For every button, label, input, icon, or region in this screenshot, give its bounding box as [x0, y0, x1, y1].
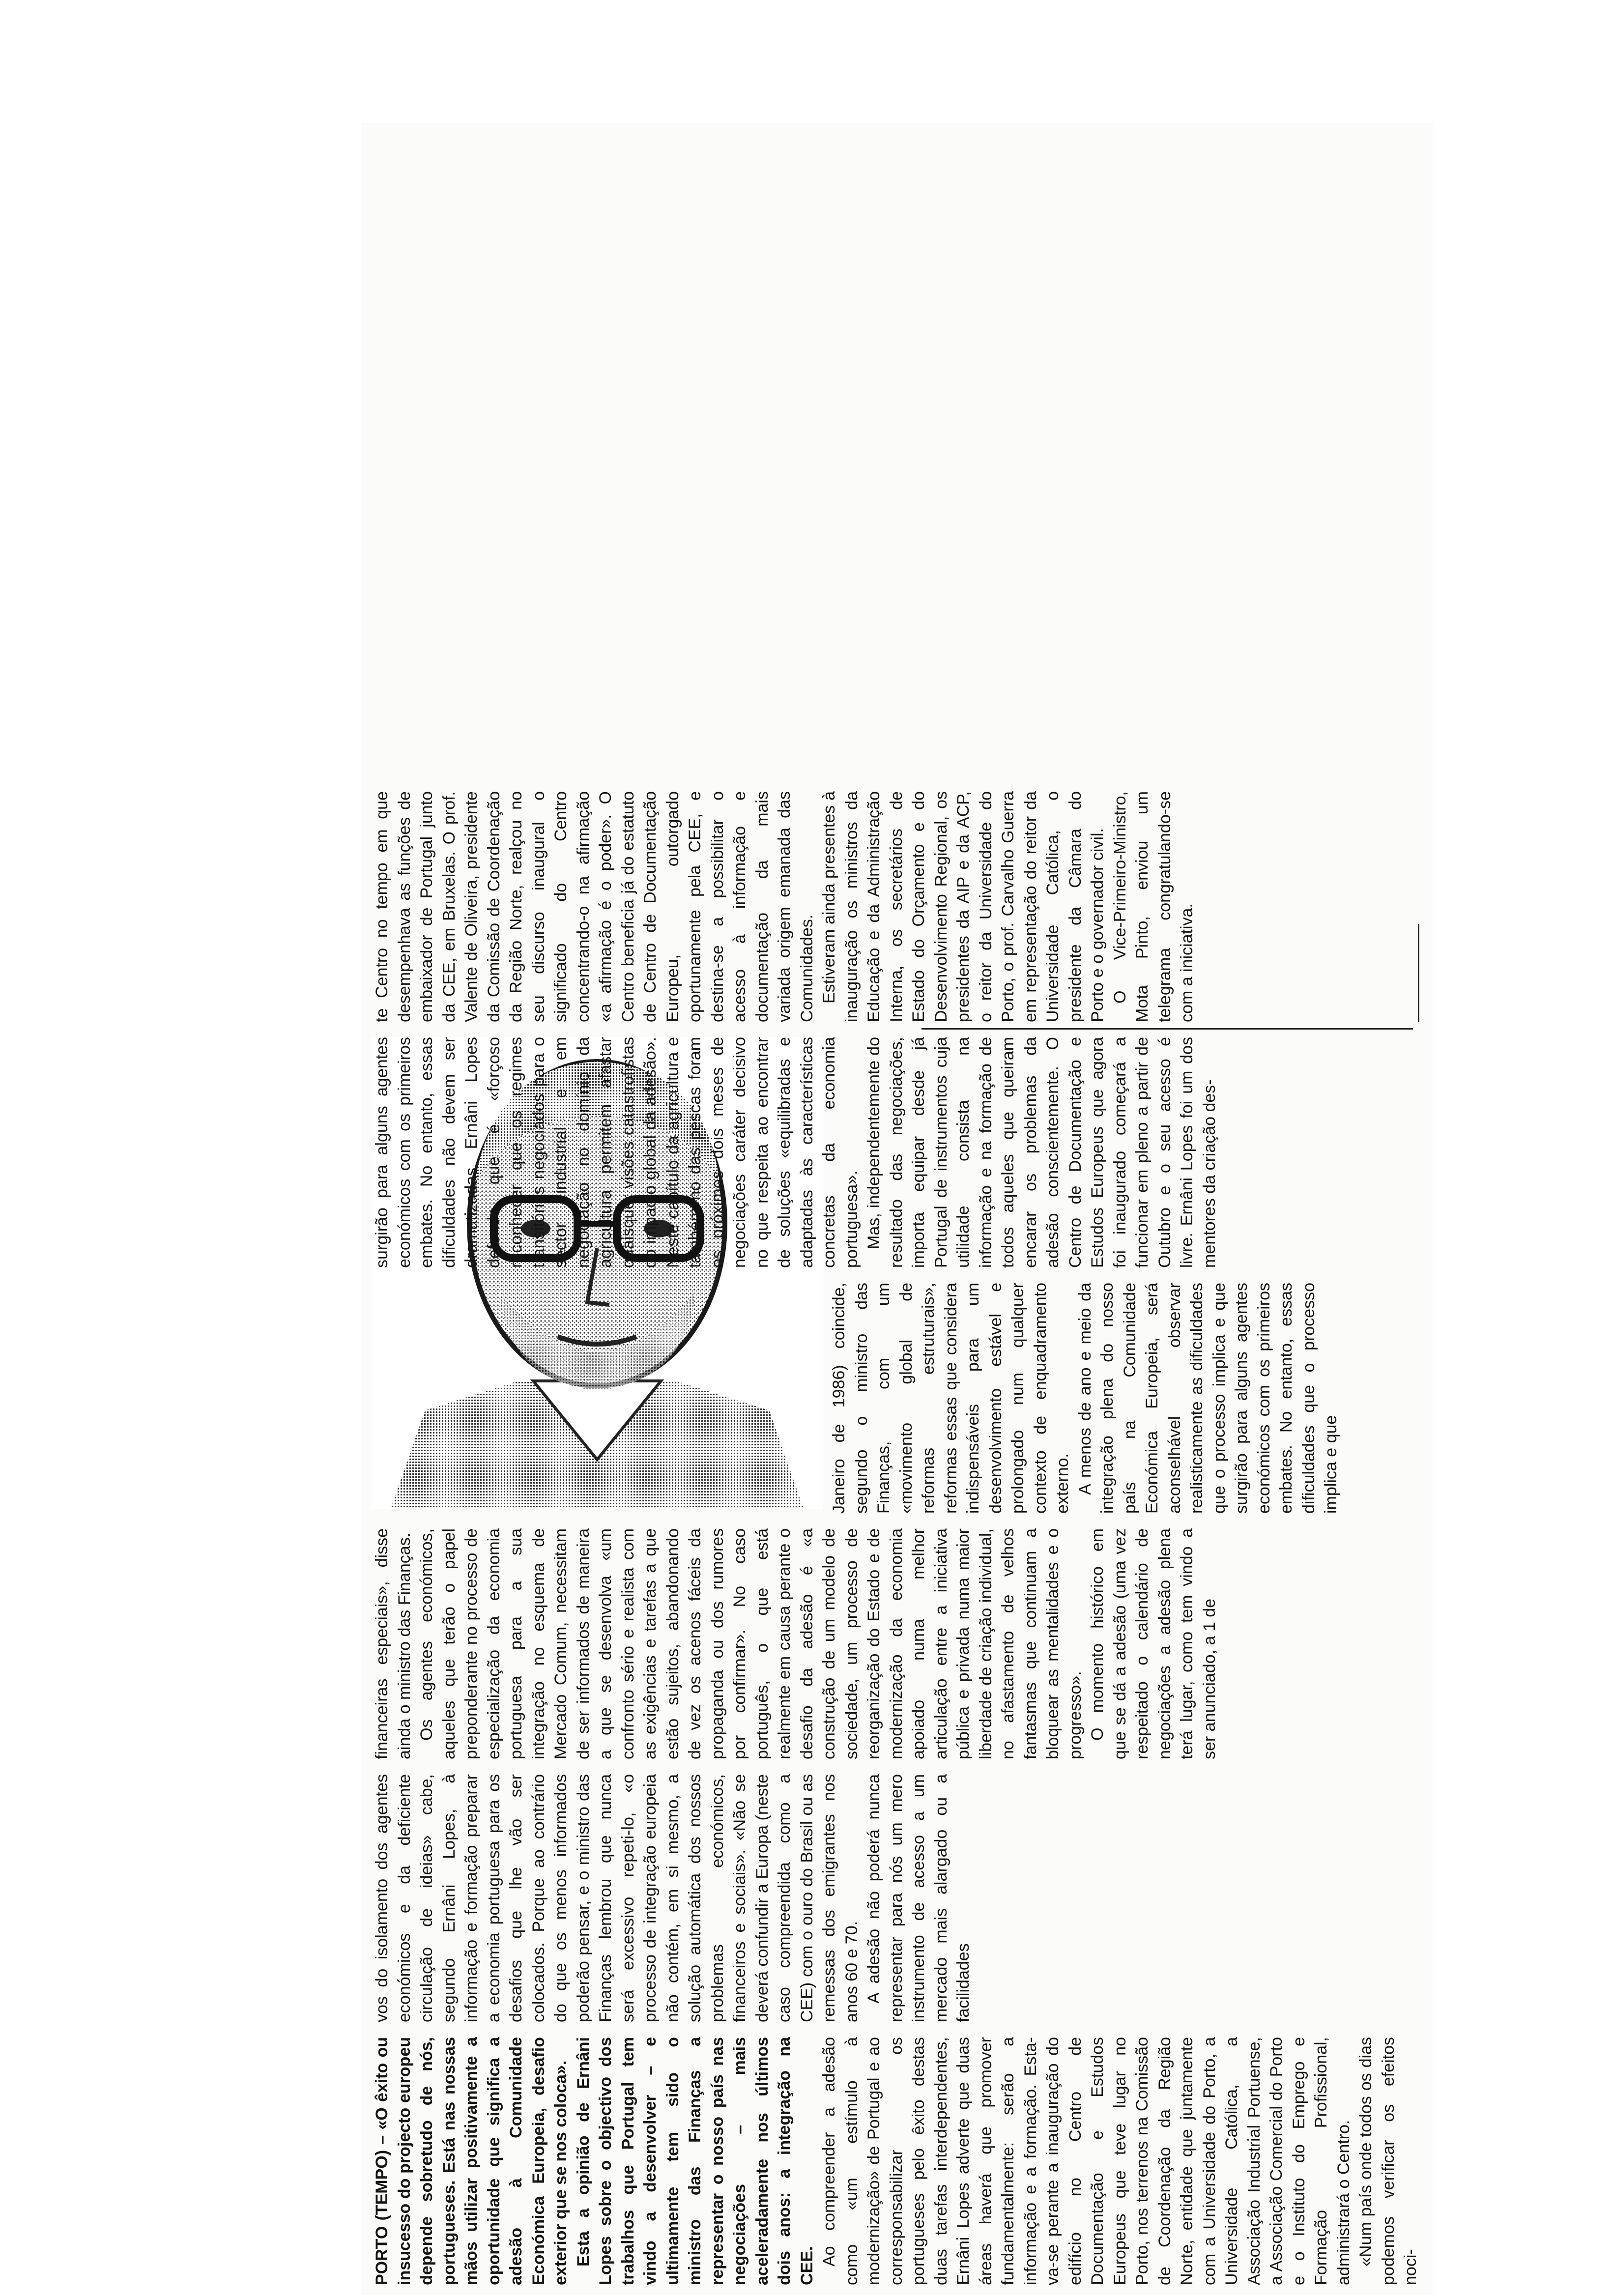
article-paragraph: O momento histórico em que se dá a adesão (uma vez respeitado o calendário de negociações a adesão plena terá lugar, como tem vindo a ser anunciado, a 1 de — [1088, 1528, 1219, 1759]
article-paragraph: A menos de ano e meio da integração plena do nosso país na Comunidade Económica Europeia, será aconselhável observar realisticamente as dificuldades que o processo implica e que surgirão para alguns agentes económicos com os primeiros embates. No entanto, essas dificuldades que o processo implica e que — [1075, 1283, 1340, 1514]
article-column-5 — [371, 1037, 1423, 1268]
newspaper-clipping — [361, 123, 1433, 2295]
article-column-6 — [371, 791, 1423, 1022]
article-paragraph: te Centro no tempo em que desempenhava as funções de embaixador de Portugal junto da CEE, em Bruxelas. O prof. Valente de Oliveira, presidente da Comissão de Coordenação da Região Norte, realçou no seu discurso inaugural o significado do Centro concentrando-o na afirmação «a afirmação é o poder». O Centro beneficia já do estatuto de Centro de Documentação Europeu, outorgado oportunamente pela CEE, e destina-se a possibilitar o acesso à informação e documentação da mais variada origem emanada das Comunidades. — [373, 791, 816, 1022]
end-rule — [1418, 924, 1419, 1022]
article-paragraph: O Vice-Primeiro-Ministro, Mota Pinto, enviou um telegrama congratulando-se com a iniciativa. — [1110, 791, 1196, 1022]
article-column-2 — [371, 1774, 1423, 2022]
article-lead-intro: PORTO (TEMPO) – «O êxito ou insucesso do projecto europeu depende sobretudo de nós, portugueses. Está nas nossas mãos utilizar positivamente a oportunidade que significa a adesão à Comunidade Económica Europeia, desafio exterior que se nos coloca». — [373, 2037, 570, 2285]
article-column-1 — [371, 2037, 1423, 2285]
article-paragraph: vos do isolamento dos agentes económicos e da deficiente circulação de ideias» cabe, segundo Ernâni Lopes, à informação e formação preparar a economia portuguesa para os desafios que lhe vão ser colocados. Porque ao contrário do que os menos informados poderão pensar, e o ministro das Finanças lembrou que nunca será excessivo repeti-lo, «o processo de integração europeia não contém, em si mesmo, a solução automática dos nossos problemas económicos, financeiros e sociais». «Não se deverá confundir a Europa (neste caso compreendida como a CEE) com o ouro do Brasil ou as remessas dos emigrantes nos anos 60 e 70. — [373, 1774, 861, 2022]
article-paragraph: Mas, independentemente do resultado das negociações, importa equipar desde já Portugal de instrumentos cuja utilidade consista na informação e na formação de todos aqueles que queiram encarar os problemas da adesão conscientemente. O Centro de Documentação e Estudos Europeus que agora foi inaugurado começará a funcionar em pleno a partir de Outubro e o seu acesso é livre. Ernâni Lopes foi um dos mentores da criação des- — [864, 1037, 1219, 1268]
article-paragraph: financeiras especiais», disse ainda o ministro das Finanças. — [373, 1528, 414, 1759]
article-paragraph: «Num país onde todos os dias podemos verificar os efeitos noci- — [1356, 2037, 1420, 2285]
article-paragraph: Janeiro de 1986) coincide, segundo o ministro das Finanças, com um «movimento global de reformas estruturais», reformas essas que considera indispensáveis para um desenvolvimento estável e prolongado num qualquer contexto de enquadramento externo. — [830, 1283, 1072, 1514]
column-rule — [921, 1028, 1413, 1030]
article-paragraph: Estiveram ainda presentes à inauguração os ministros da Educação e da Administração Interna, os secretários de Estado do Orçamento e do Desenvolvimento Regional, os presidentes da AIP e da ACP, o reitor da Universidade do Porto, o prof. Carvalho Guerra em representação do reitor da Universidade Católica, o presidente da Câmara do Porto e o governador civil. — [820, 791, 1107, 1022]
article-column-4 — [828, 1283, 1413, 1514]
article-column-3 — [371, 1528, 1423, 1759]
article-lead-second: Esta a opinião de Ernâni Lopes sobre o objectivo dos trabalhos que Portugal tem vindo a desenvolver – e ultimamente tem sido o ministro das Finanças a representar o nosso país nas negociações – mais aceleradamente nos últimos dois anos: a integração na CEE. — [574, 2037, 816, 2285]
article-paragraph: A adesão não poderá nunca representar para nós um mero instrumento de acesso a um mercado mais alargado ou a facilidades — [864, 1774, 973, 2022]
article-paragraph: surgirão para alguns agentes económicos com os primeiros embates. No entanto, essas dificuldades não devem ser dramatizadas Ernâni Lopes defende que é «forçoso reconhecer que os regimes transitórios negociados para o sector industrial e em negociação no domínio da agricultura permitem afastar quaisquer visões catastrofistas do impacto global da adesão». Neste capítulo da agricultura e também no das pescas foram os próximos dois meses de negociações caráter decisivo no que respeita ao encontrar de soluções «equilibradas e adaptadas às características concretas da economia portuguesa». — [373, 1037, 861, 1268]
article-paragraph: Os agentes económicos, aqueles que terão o papel preponderante no processo de especialização da economia portuguesa para a sua integração no esquema de Mercado Comum, necessitam de ser informados de maneira a que se desenvolva «um confronto sério e realista com as exigências e tarefas a que estão sujeitos, abandonando de vez os acenos fáceis da propaganda ou dos rumores por confirmar». No caso português, o que está realmente em causa perante o desafio da adesão é «a construção de um modelo de sociedade, um processo de reorganização do Estado e de modernização da economia apoiado numa melhor articulação entre a iniciativa pública e privada numa maior liberdade de criação individual, no afastamento de velhos fantasmas que continuam a bloquear as mentalidades e o progresso». — [417, 1528, 1085, 1759]
article-paragraph: Ao compreender a adesão como «um estímulo à modernização» de Portugal e ao corresponsabilizar os portugueses pelo êxito destas duas tarefas interdependentes, Ernâni Lopes adverte que duas áreas haverá que promover fundamentalmente: serão a informação e a formação. Esta-va-se perante a inauguração do edifício no Centro de Documentação e Estudos Europeus que teve lugar no Porto, nos terrenos na Comissão de Coordenação da Região Norte, entidade que juntamente com a Universidade do Porto, a Universidade Católica, a Associação Industrial Portuense, a Associação Comercial do Porto e o Instituto do Emprego e Formação Profissional, administrará o Centro. — [820, 2037, 1353, 2285]
